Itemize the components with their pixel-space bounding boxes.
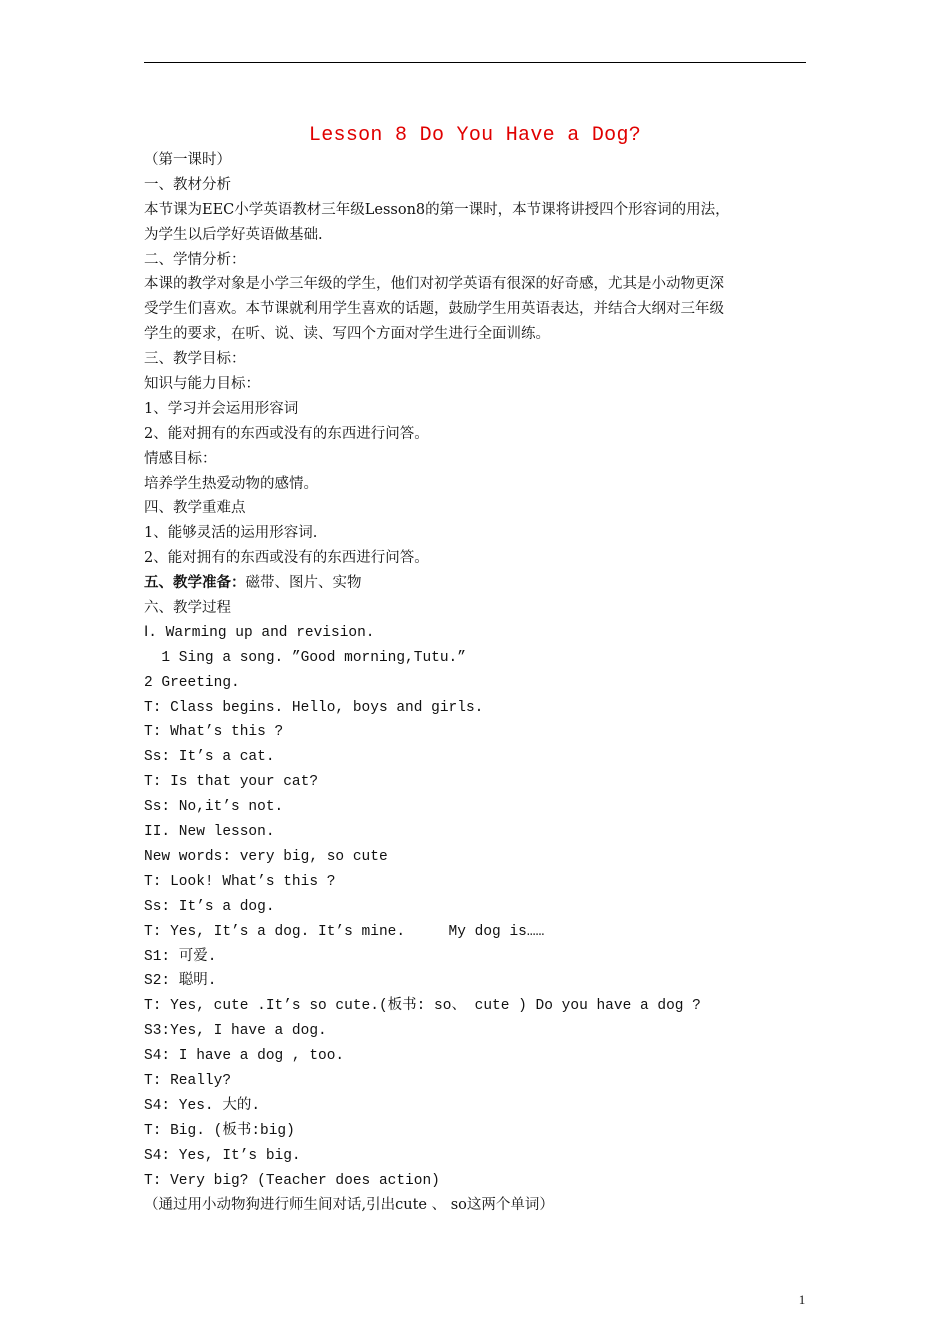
text-line: S4: Yes. 大的. xyxy=(144,1097,261,1114)
text-line: S2: 聪明. xyxy=(144,973,217,990)
text-line: T: Yes, It’s a dog. It’s mine. My dog is…… xyxy=(144,923,545,940)
text-line: II. New lesson. xyxy=(144,824,275,841)
text-line: T: Class begins. Hello, boys and girls. xyxy=(144,699,484,716)
text-line: 一、教材分析 xyxy=(144,176,231,193)
text-line: T: What’s this ? xyxy=(144,724,284,741)
text-line: 1、能够灵活的运用形容词. xyxy=(144,525,318,542)
text-line: S1: 可爱. xyxy=(144,948,217,965)
text-line: 2 Greeting. xyxy=(144,674,240,691)
document-body xyxy=(144,148,812,1218)
page-number: 1 xyxy=(798,1292,806,1307)
lesson-title: Lesson 8 Do You Have a Dog? xyxy=(308,124,642,147)
text-line: 1 Sing a song. ”Good morning,Tutu.” xyxy=(144,649,466,666)
text-line: T: Is that your cat? xyxy=(144,774,319,791)
text-line: 二、学情分析： xyxy=(144,251,246,268)
text-line: 情感目标： xyxy=(144,450,217,467)
text-line: S4: Yes, It’s big. xyxy=(144,1147,301,1164)
text-line: S4: I have a dog , too. xyxy=(144,1048,345,1065)
text-line: Ss: No,it’s not. xyxy=(144,799,284,816)
text-line: 1、学习并会运用形容词 xyxy=(144,400,299,417)
text-line: （通过用小动物狗进行师生间对话,引出cute 、 so这两个单词） xyxy=(144,1197,554,1214)
text-line: T: Really? xyxy=(144,1072,232,1089)
text-line: S3:Yes, I have a dog. xyxy=(144,1023,327,1040)
header-rule xyxy=(144,62,806,63)
section-text: 磁带、图片、实物 xyxy=(245,575,362,592)
text-line: 知识与能力目标： xyxy=(144,376,260,393)
text-line: T: Very big? (Teacher does action) xyxy=(144,1172,440,1189)
text-line: Ⅰ. Warming up and revision. xyxy=(144,624,375,641)
text-line: 六、教学过程 xyxy=(144,600,231,617)
text-line: 本课的教学对象是小学三年级的学生，他们对初学英语有很深的好奇感，尤其是小动物更深 xyxy=(144,276,724,293)
text-line: T: Yes, cute .It’s so cute.(板书: so、 cute ) Do you have a dog ? xyxy=(144,998,701,1015)
text-line: New words: very big, so cute xyxy=(144,848,388,865)
text-line: 本节课为EEC小学英语教材三年级Lesson8的第一课时，本节课将讲授四个形容词的用法， xyxy=(144,201,730,218)
text-line: 学生的要求，在听、说、读、写四个方面对学生进行全面训练。 xyxy=(144,326,550,343)
text-line: Ss: It’s a cat. xyxy=(144,749,275,766)
text-line: 为学生以后学好英语做基础. xyxy=(144,226,323,243)
text-line: 三、教学目标： xyxy=(144,351,246,368)
text-line: Ss: It’s a dog. xyxy=(144,898,275,915)
text-line: 受学生们喜欢。本节课就利用学生喜欢的话题，鼓励学生用英语表达，并结合大纲对三年级 xyxy=(144,301,724,318)
section-label: 五、教学准备： xyxy=(144,574,246,592)
text-line: T: Look! What’s this ? xyxy=(144,873,336,890)
text-line: 2、能对拥有的东西或没有的东西进行问答。 xyxy=(144,425,429,442)
text-line: 四、教学重难点 xyxy=(144,500,246,517)
text-line: T: Big. (板书:big) xyxy=(144,1122,295,1139)
text-line: （第一课时） xyxy=(144,152,231,168)
text-line xyxy=(144,571,812,596)
text-line: 培养学生热爱动物的感情。 xyxy=(144,475,318,492)
text-line: 2、能对拥有的东西或没有的东西进行问答。 xyxy=(144,550,429,567)
